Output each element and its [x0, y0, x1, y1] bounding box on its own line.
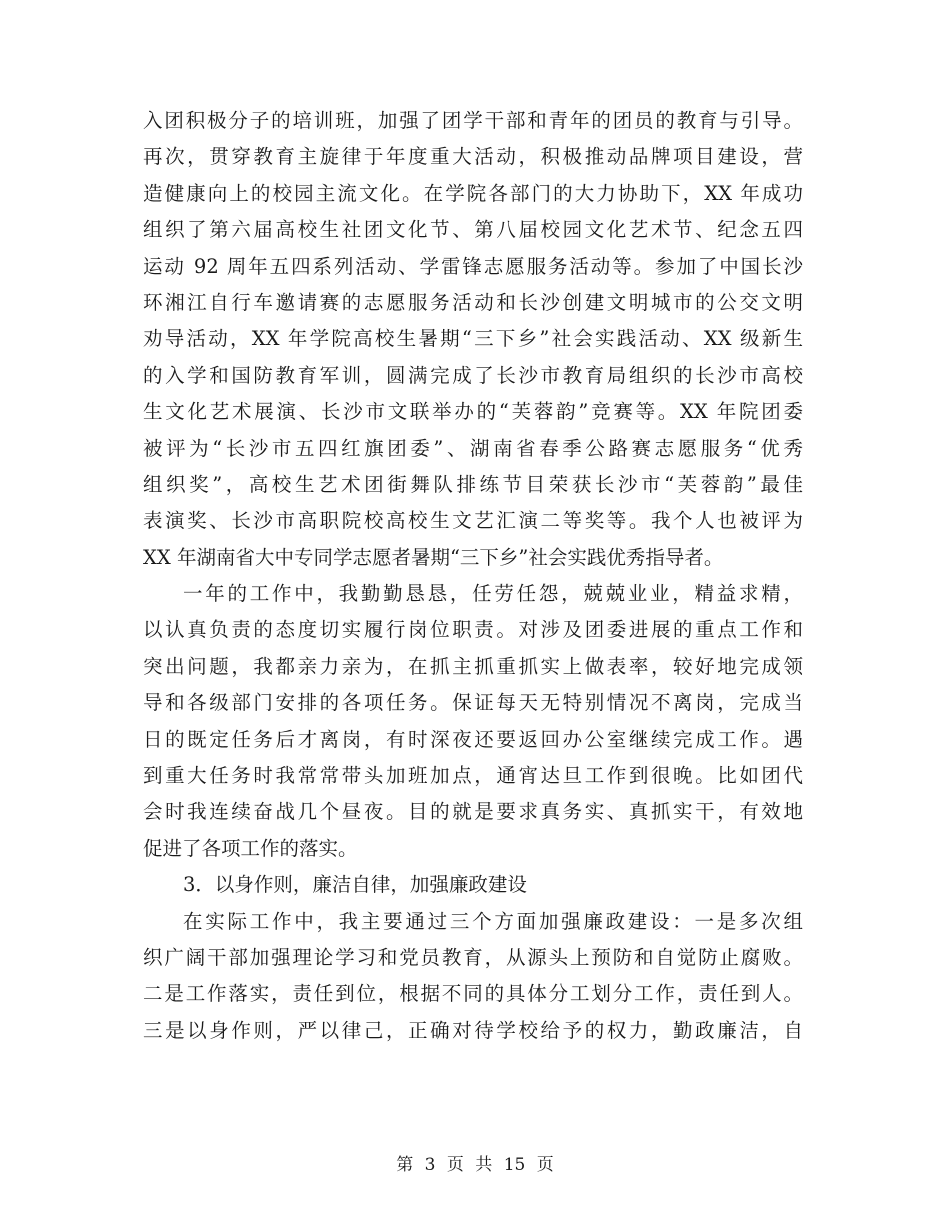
paragraph-line: 会时我连续奋战几个昼夜。目的就是要求真务实、真抓实干，有效地 [143, 800, 803, 824]
paragraph-line: 运动 92 周年五四系列活动、学雷锋志愿服务活动等。参加了中国长沙 [143, 254, 803, 278]
paragraph-line: 生文化艺术展演、长沙市文联举办的“芙蓉韵”竞赛等。XX 年院团委 [143, 400, 803, 424]
paragraph-line: 3．以身作则，廉洁自律，加强廉政建设 [183, 873, 527, 897]
document-body [143, 103, 803, 1049]
page-footer: 第 3 页 共 15 页 [396, 1155, 554, 1175]
paragraph-line: 环湘江自行车邀请赛的志愿服务活动和长沙创建文明城市的公交文明 [143, 290, 803, 314]
paragraph-line: 突出问题，我都亲力亲为，在抓主抓重抓实上做表率，较好地完成领 [143, 654, 803, 678]
paragraph-line: 二是工作落实，责任到位，根据不同的具体分工划分工作，责任到人。 [143, 982, 803, 1006]
paragraph-line: 组织奖”，高校生艺术团街舞队排练节目荣获长沙市“芙蓉韵”最佳 [143, 472, 803, 496]
paragraph-line: 表演奖、长沙市高职院校高校生文艺汇演二等奖等。我个人也被评为 [143, 509, 803, 533]
paragraph-line: 到重大任务时我常常带头加班加点，通宵达旦工作到很晚。比如团代 [143, 764, 803, 788]
paragraph-line: 被评为“长沙市五四红旗团委”、湖南省春季公路赛志愿服务“优秀 [143, 436, 803, 460]
paragraph-line: 日的既定任务后才离岗，有时深夜还要返回办公室继续完成工作。遇 [143, 727, 803, 751]
paragraph-line: XX 年湖南省大中专同学志愿者暑期“三下乡”社会实践优秀指导者。 [143, 545, 724, 569]
paragraph-line: 导和各级部门安排的各项任务。保证每天无特别情况不离岗，完成当 [143, 691, 803, 715]
paragraph-line: 以认真负责的态度切实履行岗位职责。对涉及团委进展的重点工作和 [143, 618, 803, 642]
paragraph-line: 在实际工作中，我主要通过三个方面加强廉政建设：一是多次组 [183, 909, 803, 933]
paragraph-line: 三是以身作则，严以律己，正确对待学校给予的权力，勤政廉洁，自 [143, 1018, 803, 1042]
paragraph-line: 劝导活动，XX 年学院高校生暑期“三下乡”社会实践活动、XX 级新生 [143, 327, 803, 351]
paragraph-line: 造健康向上的校园主流文化。在学院各部门的大力协助下，XX 年成功 [143, 181, 803, 205]
paragraph-line: 组织了第六届高校生社团文化节、第八届校园文化艺术节、纪念五四 [143, 218, 803, 242]
paragraph-line: 的入学和国防教育军训，圆满完成了长沙市教育局组织的长沙市高校 [143, 363, 803, 387]
paragraph-line: 促进了各项工作的落实。 [143, 836, 358, 860]
paragraph-line: 一年的工作中，我勤勤恳恳，任劳任怨，兢兢业业，精益求精， [183, 582, 803, 606]
paragraph-line: 织广阔干部加强理论学习和党员教育，从源头上预防和自觉防止腐败。 [143, 945, 803, 969]
paragraph-line: 入团积极分子的培训班，加强了团学干部和青年的团员的教育与引导。 [143, 109, 803, 132]
paragraph-line: 再次，贯穿教育主旋律于年度重大活动，积极推动品牌项目建设，营 [143, 145, 803, 169]
